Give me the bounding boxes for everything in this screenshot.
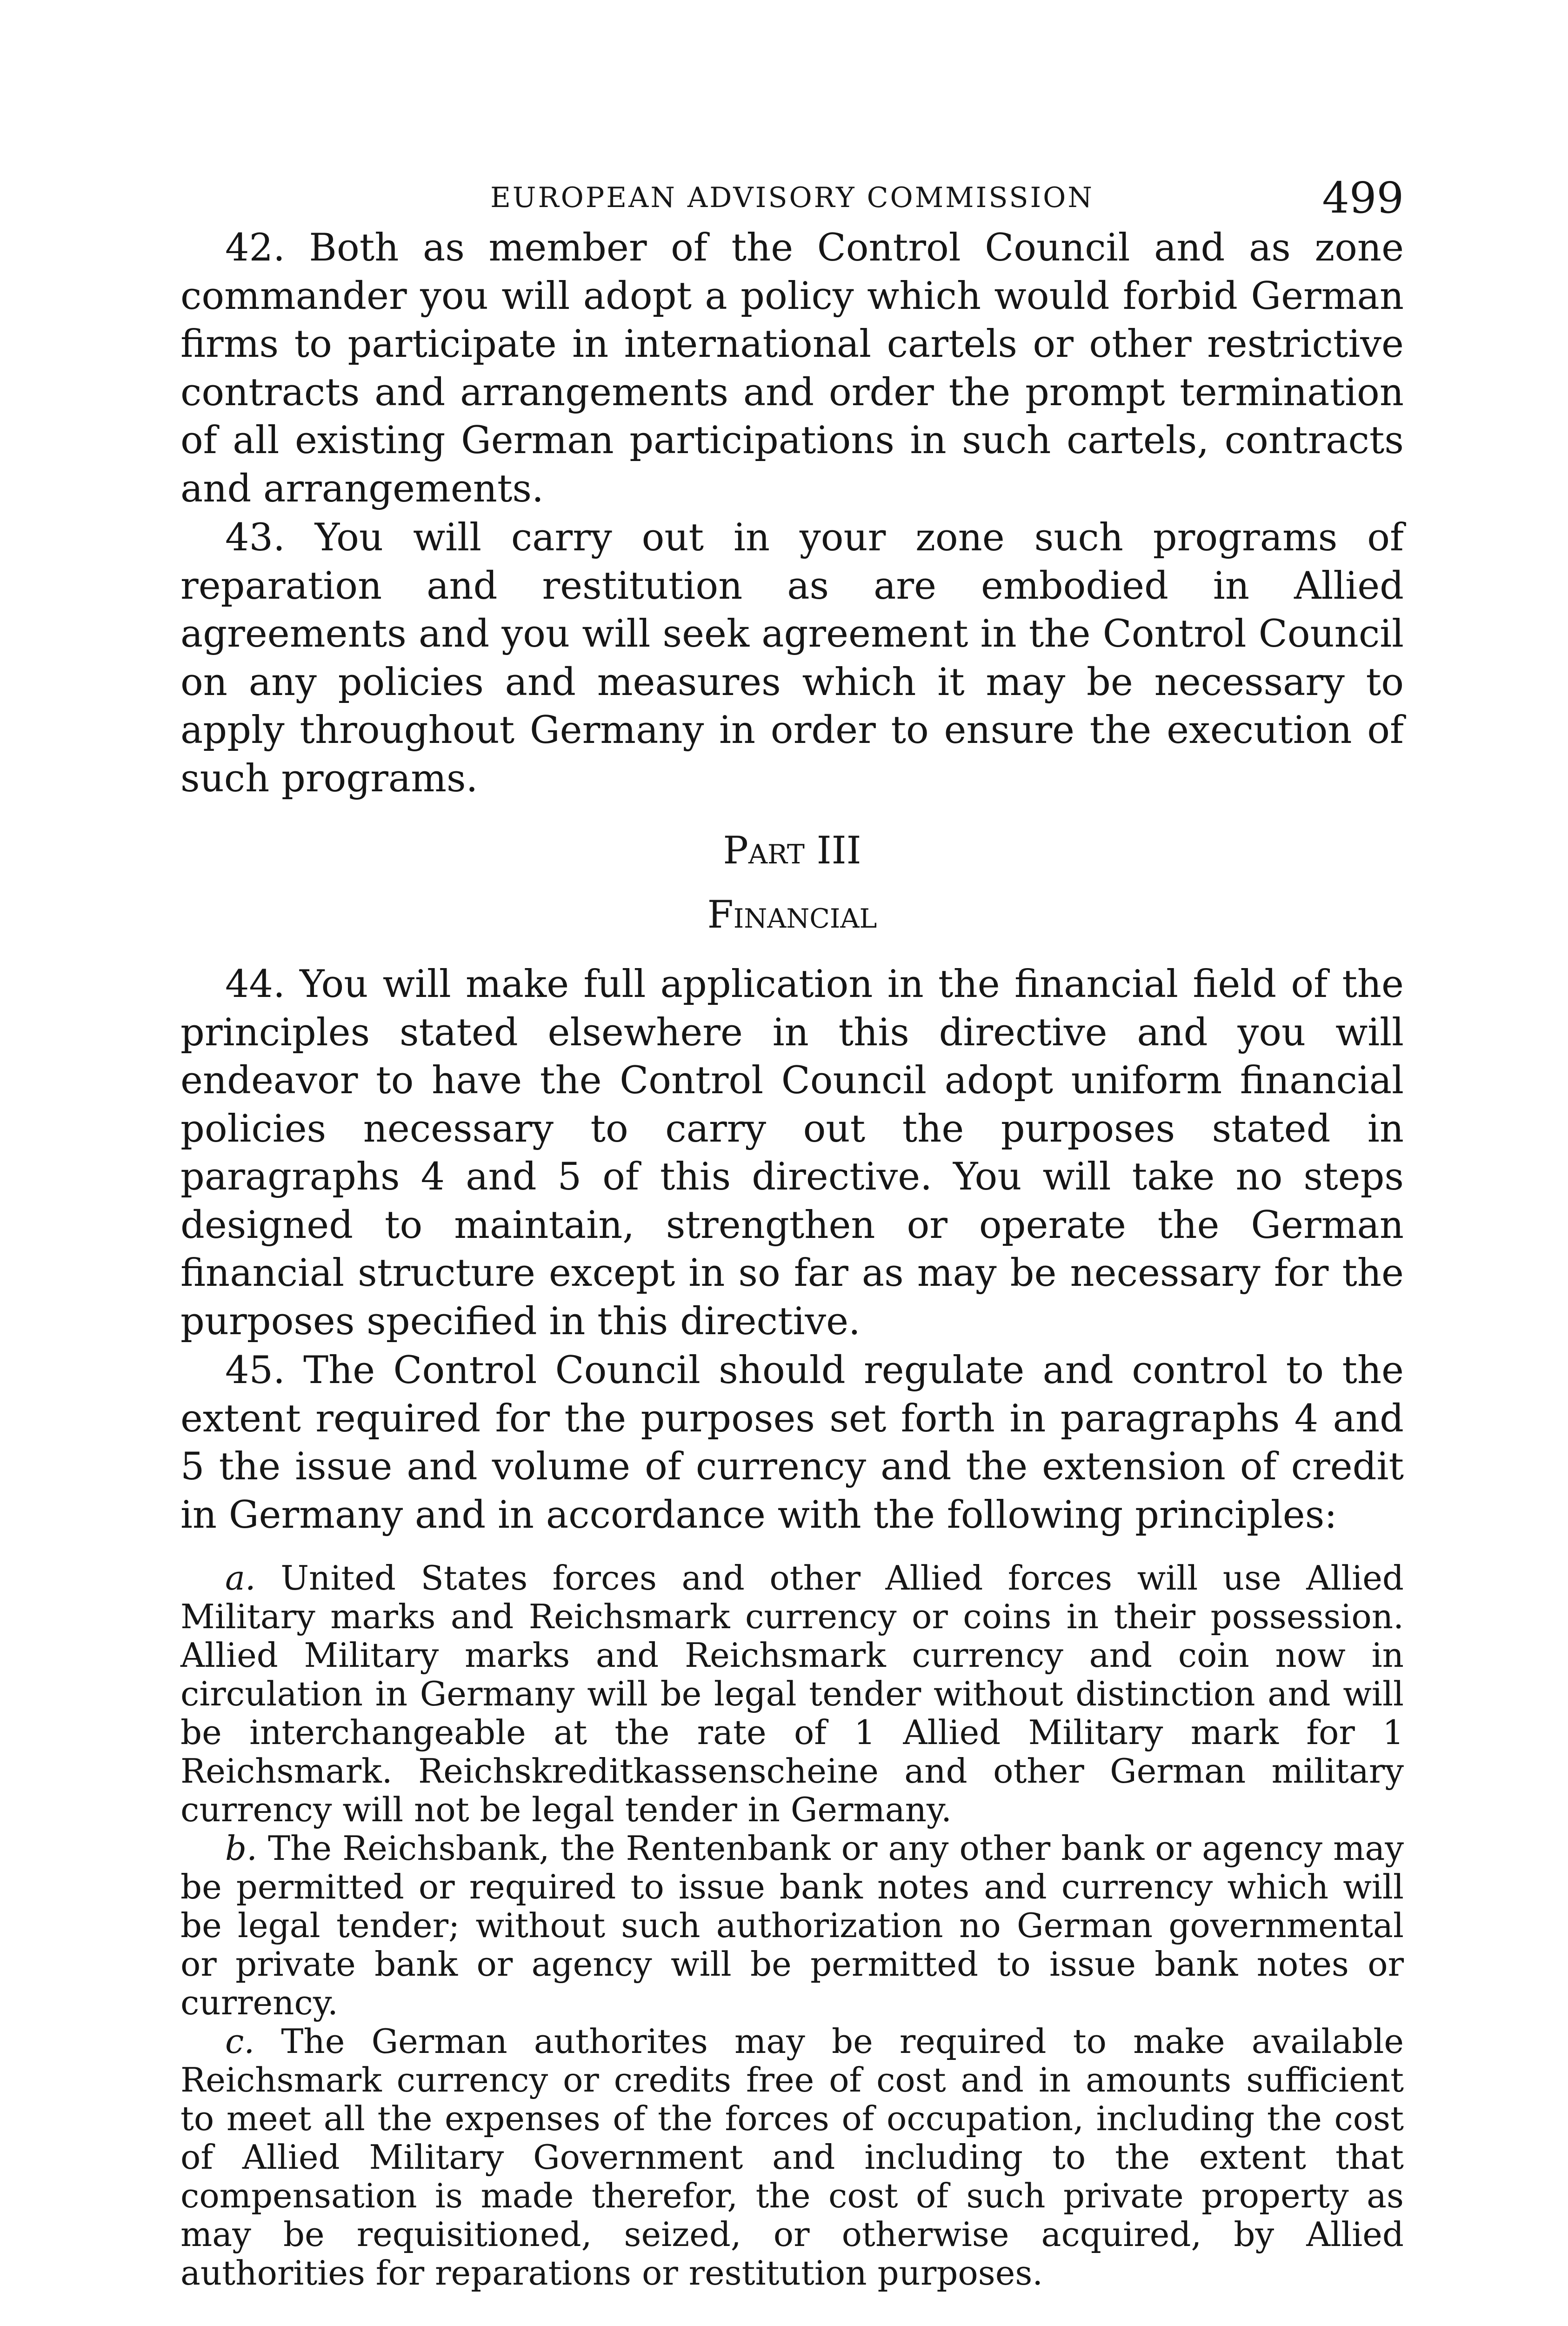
subparagraph-label: a. <box>225 1558 256 1597</box>
subparagraph-text: The German authorites may be required to make available Reichsmark currency or credits free of cost and in amounts sufficient to meet all the expenses of the forces of occupation, including the cost of Allied Military Government and including to the extent that compensation is made therefor, the cost of such private property as may be requisitioned, seized, or otherwise acquired, by Allied authorities for reparations or restitution purposes. <box>180 2022 1404 2293</box>
subparagraph-b <box>180 1829 1404 2022</box>
page-number: 499 <box>1322 173 1404 223</box>
subparagraph-label: b. <box>225 1829 257 1868</box>
section-title-heading: Financial <box>707 893 877 937</box>
subparagraph-list <box>180 1559 1404 2293</box>
paragraph-42: 42. Both as member of the Control Council and as zone commander you will adopt a policy which would forbid German firms to participate in international cartels or other restrictive contracts and arrangements and order the prompt termination of all existing German participations in such cartels, contracts and arrangements. <box>180 226 1404 511</box>
subparagraph-text: United States forces and other Allied forces will use Allied Military marks and Reichsmark currency or coins in their possession. Allied Military marks and Reichsmark currency and coin now in circulation in Germany will be legal tender without distinction and will be interchangeable at the rate of 1 Allied Military mark for 1 Reichsmark. Reichskreditkassenscheine and other German military currency will not be legal tender in Germany. <box>180 1558 1404 1829</box>
page-header <box>180 173 1404 224</box>
subparagraph-c <box>180 2022 1404 2293</box>
paragraph-45: 45. The Control Council should regulate and control to the extent required for the purposes set forth in paragraphs 4 and 5 the issue and volume of currency and the extension of credit in Germany and in accordance with the following principles: <box>180 1349 1404 1537</box>
running-head: EUROPEAN ADVISORY COMMISSION <box>490 181 1094 214</box>
subparagraph-text: The Reichsbank, the Rentenbank or any other bank or agency may be permitted or required to issue bank notes and currency which will be legal tender; without such authorization no German governmental or private bank or agency will be permitted to issue bank notes or currency. <box>180 1829 1404 2022</box>
subparagraph-label: c. <box>225 2022 255 2061</box>
paragraph-43: 43. You will carry out in your zone such programs of reparation and restitution as are embodied in Allied agreements and you will seek agreement in the Control Council on any policies and measures which it may be necessary to apply throughout Germany in order to ensure the execution of such programs. <box>180 516 1404 801</box>
subparagraph-a <box>180 1559 1404 1829</box>
paragraph-44: 44. You will make full application in the financial field of the principles stated elsewhere in this directive and you will endeavor to have the Control Council adopt uniform financial policies necessary to carry out the purposes stated in paragraphs 4 and 5 of this directive. You will take no steps designed to maintain, strengthen or operate the German financial structure except in so far as may be necessary for the purposes specified in this directive. <box>180 962 1404 1343</box>
section-part-heading: Part III <box>723 829 861 873</box>
document-page <box>180 173 1404 2326</box>
